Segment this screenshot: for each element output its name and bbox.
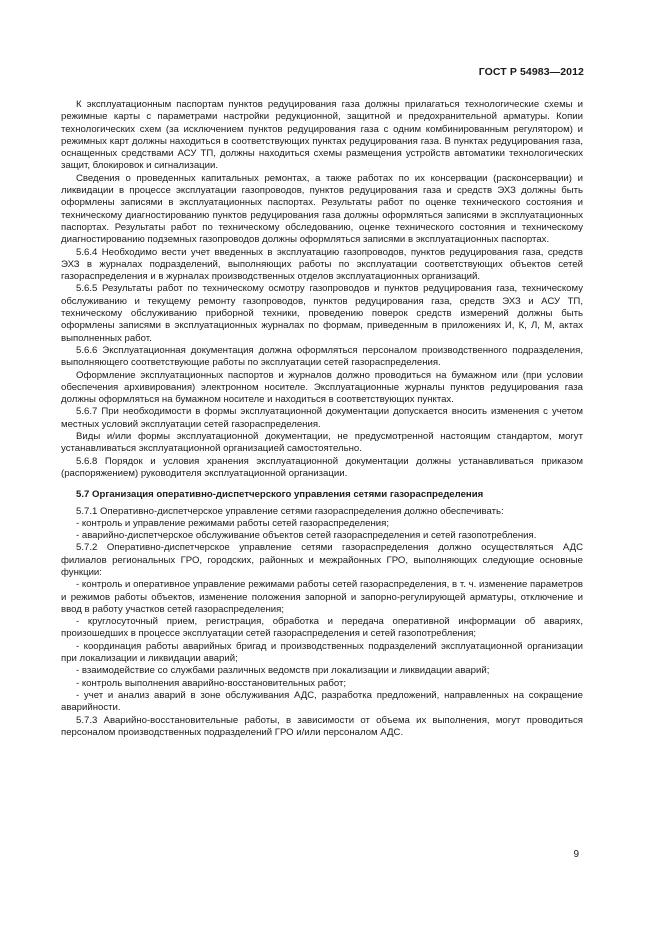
paragraph: 5.6.5 Результаты работ по техническому осмотру газопроводов и пунктов редуцирования газа, техническому обслуживанию и текущему ремонту газопроводов, пунктов редуцирования газа, средств ЭХЗ и АСУ ТП, техническому обслуживанию приборной техники, проведению поверок средств измерений должны быть оформлены записями в эксплуатационных журналах по формам, приведенным в приложениях И, К, Л, М, актах выполненных работ. [61, 283, 583, 344]
paragraph: 5.7.3 Аварийно-восстановительные работы, в зависимости от объема их выполнения, могут проводиться персоналом производственных подразделений ГРО и/или персоналом АДС. [61, 714, 583, 738]
list-item: - координация работы аварийных бригад и производственных подразделений эксплуатационной организации при локализации и ликвидации аварий; [61, 640, 583, 665]
paragraph: 5.6.8 Порядок и условия хранения эксплуатационной документации должны устанавливаться приказом (распоряжением) руководителя эксплуатационной организации. [61, 455, 583, 479]
list-item: - взаимодействие со службами различных ведомств при локализации и ликвидации аварий; [76, 665, 490, 677]
paragraph: К эксплуатационным паспортам пунктов редуцирования газа должны прилагаться технологические схемы и режимные карты с параметрами настройки редукционной, защитной и предохранительной арматуры. Копии технологических схем (за исключением пунктов редуцирования газа с одним комбинированным регулятором) и режимных карт должны находиться в соответствующих пунктах редуцирования газа. В пунктах редуцирования газа, оснащенных средствами АСУ ТП, должны находиться схемы размещения устройств автоматики технологических защит, блокировок и сигнализации. [61, 99, 583, 172]
list-item: - контроль и управление режимами работы сетей газораспределения; [76, 517, 389, 529]
list-item: - учет и анализ аварий в зоне обслуживания АДС, разработка предложений, направленных на сокращение аварийности. [61, 689, 583, 714]
page-number: 9 [573, 849, 579, 860]
list-item: - круглосуточный прием, регистрация, обработка и передача оперативной информации об авариях, произошедших в процессе эксплуатации сетей газораспределения и сетей газопотребления; [61, 616, 583, 640]
list-item: - контроль выполнения аварийно-восстановительных работ; [76, 677, 347, 689]
paragraph: 5.7.2 Оперативно-диспетчерское управление сетями газораспределения должно осуществляться АДС филиалов региональных ГРО, городских, районных и межрайонных ГРО, выполняющих следующие основные функции: [61, 542, 583, 578]
paragraph: 5.6.7 При необходимости в формы эксплуатационной документации допускается вносить изменения с учетом местных условий эксплуатации сетей газораспределения. [61, 406, 583, 430]
paragraph: Виды и/или формы эксплуатационной документации, не предусмотренной настоящим стандартом, могут устанавливаться эксплуатационной организацией самостоятельно. [61, 431, 583, 455]
paragraph: 5.6.4 Необходимо вести учет введенных в эксплуатацию газопроводов, пунктов редуцирования газа, средств ЭХЗ в журналах подразделений, выполняющих работы по эксплуатации соответствующих объектов сетей газораспределения и в журналах производственных отделов эксплуатационных организаций. [61, 246, 583, 283]
paragraph: Сведения о проведенных капитальных ремонтах, а также работах по их консервации (расконсервации) и ликвидации в процессе эксплуатации газопроводов, пунктов редуцирования газа и средств ЭХЗ должны быть оформлены записями в эксплуатационных паспортах. Результаты работ по оценке технического состояния и техническому диагностированию пунктов редуцирования газа должны оформляться записями в эксплуатационных паспортах. Результаты работ по техническому обследованию, оценке технического состояния и техническому диагностированию подземных газопроводов должны оформляться записями в эксплуатационных паспортах. [61, 172, 583, 246]
document-body [61, 99, 583, 739]
document-code-header: ГОСТ Р 54983—2012 [478, 66, 584, 78]
paragraph: 5.7.1 Оперативно-диспетчерское управление сетями газораспределения должно обеспечивать: [76, 505, 504, 517]
list-item: - контроль и оперативное управление режимами работы сетей газораспределения, в т. ч. изменение параметров и режимов работы объектов, изменение положения запорной и запорно-регулирующей арматуры, отключение и ввод в работу участков сетей газораспределения; [61, 579, 583, 615]
paragraph: Оформление эксплуатационных паспортов и журналов должно проводиться на бумажном или (при условии обеспечения архивирования) электронном носителе. Эксплуатационные журналы пунктов редуцирования газа должны оформляться на бумажном носителе и находиться в соответствующих пунктах. [61, 369, 583, 406]
list-item: - аварийно-диспетчерское обслуживание объектов сетей газораспределения и сетей газопотребления. [76, 530, 537, 542]
section-heading: 5.7 Организация оперативно-диспетчерского управления сетями газораспределения [76, 489, 484, 501]
paragraph: 5.6.6 Эксплуатационная документация должна оформляться персоналом производственного подразделения, выполняющего соответствующие работы по эксплуатации сетей газораспределения. [61, 344, 583, 369]
